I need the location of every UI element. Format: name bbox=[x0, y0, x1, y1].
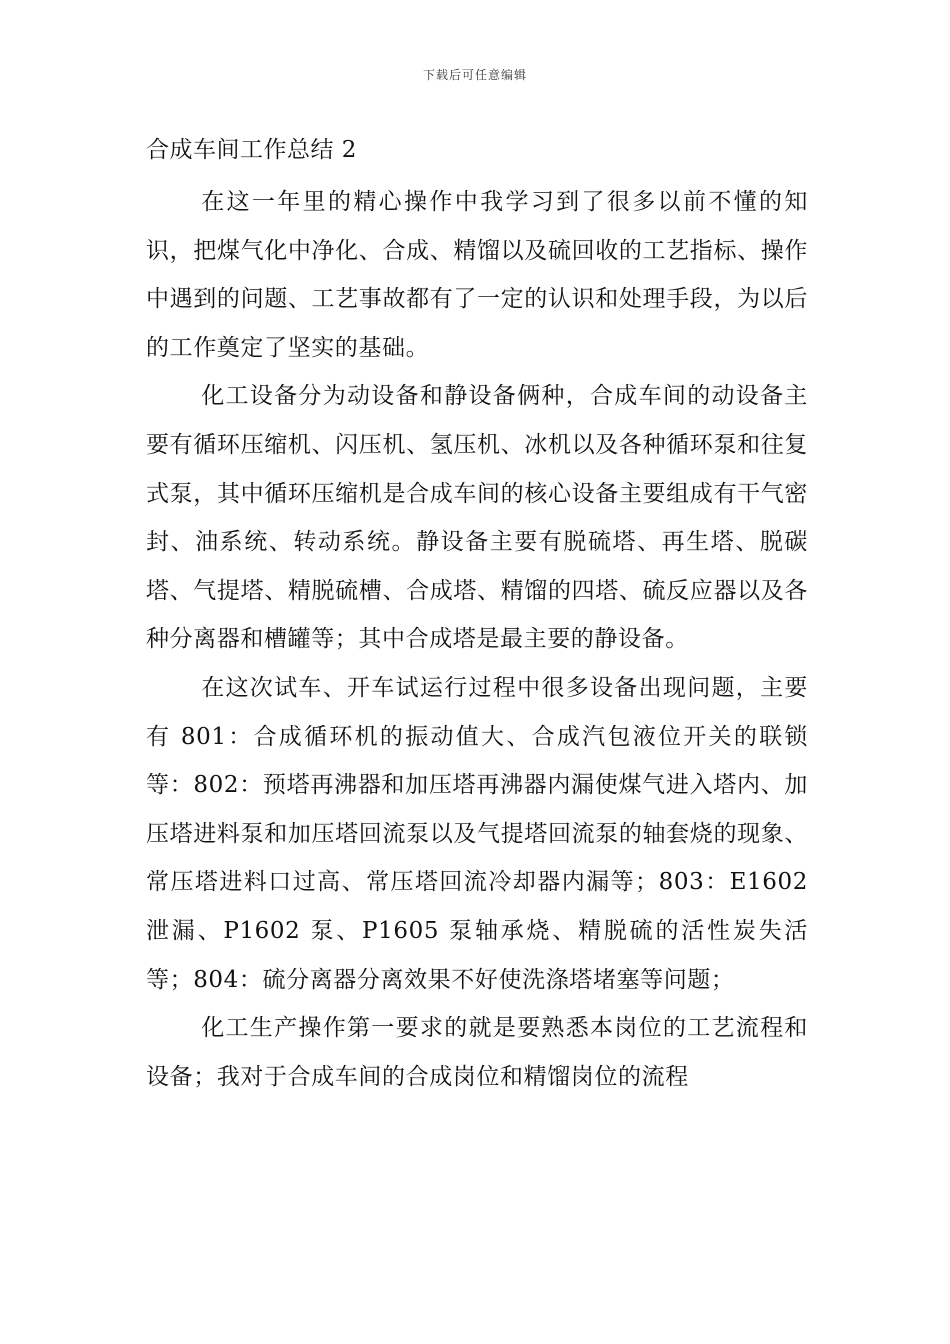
header-note: 下载后可任意编辑 bbox=[422, 68, 527, 82]
paragraph-3: 在这次试车、开车试运行过程中很多设备出现问题，主要有 801：合成循环机的振动值大、合成汽包液位开关的联锁等：802：预塔再沸器和加压塔再沸器内漏使煤气进入塔内、加压塔进料泵和加压塔回流泵以及气提塔回流泵的轴套烧的现象、常压塔进料口过高、常压塔回流冷却器内漏等；803：E1602 泄漏、P1602 泵、P1605 泵轴承烧、精脱硫的活性炭失活等；804：硫分离器分离效果不好使洗涤塔堵塞等问题； bbox=[146, 674, 808, 993]
document-title: 合成车间工作总结 2 bbox=[146, 137, 357, 163]
document-body bbox=[146, 130, 808, 1101]
paragraph-1: 在这一年里的精心操作中我学习到了很多以前不懂的知识，把煤气化中净化、合成、精馏以及硫回收的工艺指标、操作中遇到的问题、工艺事故都有了一定的认识和处理手段，为以后的工作奠定了坚实的基础。 bbox=[146, 189, 808, 361]
paragraph-4: 化工生产操作第一要求的就是要熟悉本岗位的工艺流程和设备；我对于合成车间的合成岗位和精馏岗位的流程 bbox=[146, 1015, 808, 1090]
paragraph-2: 化工设备分为动设备和静设备俩种，合成车间的动设备主要有循环压缩机、闪压机、氢压机、冰机以及各种循环泵和往复式泵，其中循环压缩机是合成车间的核心设备主要组成有干气密封、油系统、转动系统。静设备主要有脱硫塔、再生塔、脱碳塔、气提塔、精脱硫槽、合成塔、精馏的四塔、硫反应器以及各种分离器和槽罐等；其中合成塔是最主要的静设备。 bbox=[146, 383, 808, 653]
